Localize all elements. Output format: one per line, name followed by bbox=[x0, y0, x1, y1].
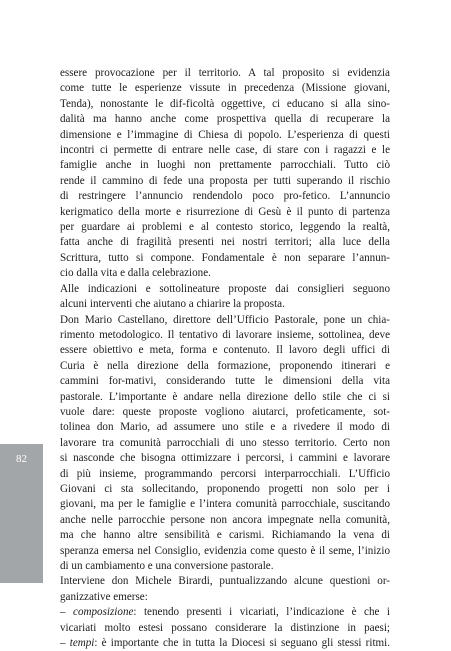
text-line: Giovani ci sta sollecitando, proponendo progetti non solo per i bbox=[60, 482, 390, 495]
text-line: vuole dare: queste proposte vogliono aiutarci, profeticamente, sot- bbox=[60, 405, 390, 418]
text-line: Interviene don Michele Birardi, puntualizzando alcune questioni or- bbox=[60, 575, 390, 588]
text-line: cammini for-mativi, considerando tutte le dimensioni della vita bbox=[60, 375, 390, 388]
text-line: come tutte le esperienze vissute in precedenza (Missione giovani, bbox=[60, 82, 390, 95]
text-line: pastorale. L’importante è andare nella direzione dello stile che ci si bbox=[60, 390, 390, 403]
list-item-tempi bbox=[60, 636, 390, 651]
bullet-dash: – bbox=[60, 606, 74, 619]
list-item-continuation: vicariati molto estesi possano considerare la distinzione in paesi; bbox=[60, 621, 390, 634]
text-line: lavorare tra comunità parrocchiali di uno stesso territorio. Certo non bbox=[60, 436, 390, 449]
text-line: rende il cammino di fede una proposta per tutti superando il rischio bbox=[60, 174, 390, 187]
text-line: di restringere l’annuncio rendendolo poco pro-fetico. L’annuncio bbox=[60, 190, 390, 203]
text-line: ganizzative emerse: bbox=[60, 590, 148, 603]
page-number: 82 bbox=[16, 453, 27, 465]
bullet-term: tempi bbox=[69, 637, 95, 650]
text-line: alcuni interventi che aiutano a chiarire la proposta. bbox=[60, 298, 285, 311]
text-line: cio dalla vita e dalla celebrazione. bbox=[60, 267, 211, 280]
text-line: Tenda), nonostante le dif-ficoltà oggettive, ci educano si alla sino- bbox=[60, 97, 390, 110]
text-line: dimensione e l’immagine di Chiesa di popolo. L’esperienza di questi bbox=[60, 128, 390, 141]
text-line: Scrittura, tutto si compone. Fondamentale è non separare l’annun- bbox=[60, 251, 390, 264]
text-line: Don Mario Castellano, direttore dell’Ufficio Pastorale, pone un chia- bbox=[60, 313, 390, 326]
text-line: di un cambiamento e una conversione pastorale. bbox=[60, 560, 274, 572]
bullet-term: composizione bbox=[73, 606, 134, 619]
text-line: ma che hanno altre sensibilità e carismi. Richiamando la vena di bbox=[60, 529, 390, 542]
text-line: kerigmatico della morte e risurrezione di Gesù è il punto di partenza bbox=[60, 205, 390, 218]
text-line: incontri ci permette di entrare nelle case, di stare con i ragazzi e le bbox=[60, 144, 390, 157]
text-line: fatta anche di fragilità presenti nei nostri territori; alla luce della bbox=[60, 236, 390, 249]
body-text bbox=[60, 66, 390, 651]
bullet-dash: – bbox=[60, 637, 70, 650]
text-line: essere provocazione per il territorio. A tal proposito si evidenzia bbox=[60, 67, 390, 79]
text-line: per guardare ai problemi e al contesto storico, leggendo la realtà, bbox=[60, 221, 390, 234]
text-line: Curia è nella direzione della formazione, proponendo itinerari e bbox=[60, 359, 390, 372]
bullet-text: : tenendo presenti i vicariati, l’indicazione è che i bbox=[133, 606, 390, 619]
text-line: essere obiettivo e meta, forma e contenuto. Il lavoro degli uffici di bbox=[60, 344, 390, 357]
text-line: si nasconde che bisogna ottimizzare i percorsi, i cammini e lavorare bbox=[60, 452, 390, 465]
list-item-composizione bbox=[60, 605, 390, 620]
text-line: Alle indicazioni e sottolineature proposte dai consiglieri seguono bbox=[60, 282, 390, 295]
text-line: speranza emersa nel Consiglio, evidenzia come questo è il seme, l’inizio bbox=[60, 544, 390, 557]
text-line: dalità ma hanno anche come prospettiva quella di recuperare la bbox=[60, 113, 390, 126]
text-line: anche nelle parrocchie persone non ancora impegnate nella comunità, bbox=[60, 513, 390, 526]
text-line: di più insieme, programmando percorsi interparrocchiali. L’Ufficio bbox=[60, 467, 390, 480]
text-line: rimento metodologico. Il tentativo di lavorare insieme, sottolinea, deve bbox=[60, 328, 390, 341]
text-line: giovani, ma per le famiglie e l’intera comunità parrocchiale, suscitando bbox=[60, 498, 390, 511]
bullet-text: : è importante che in tutta la Diocesi si seguano gli stessi ritmi. bbox=[94, 637, 391, 650]
text-line: famiglie anche in luoghi non prettamente parrocchiali. Tutto ciò bbox=[60, 159, 390, 172]
text-line: tolinea don Mario, ad assumere uno stile e a rivedere il modo di bbox=[60, 421, 390, 434]
